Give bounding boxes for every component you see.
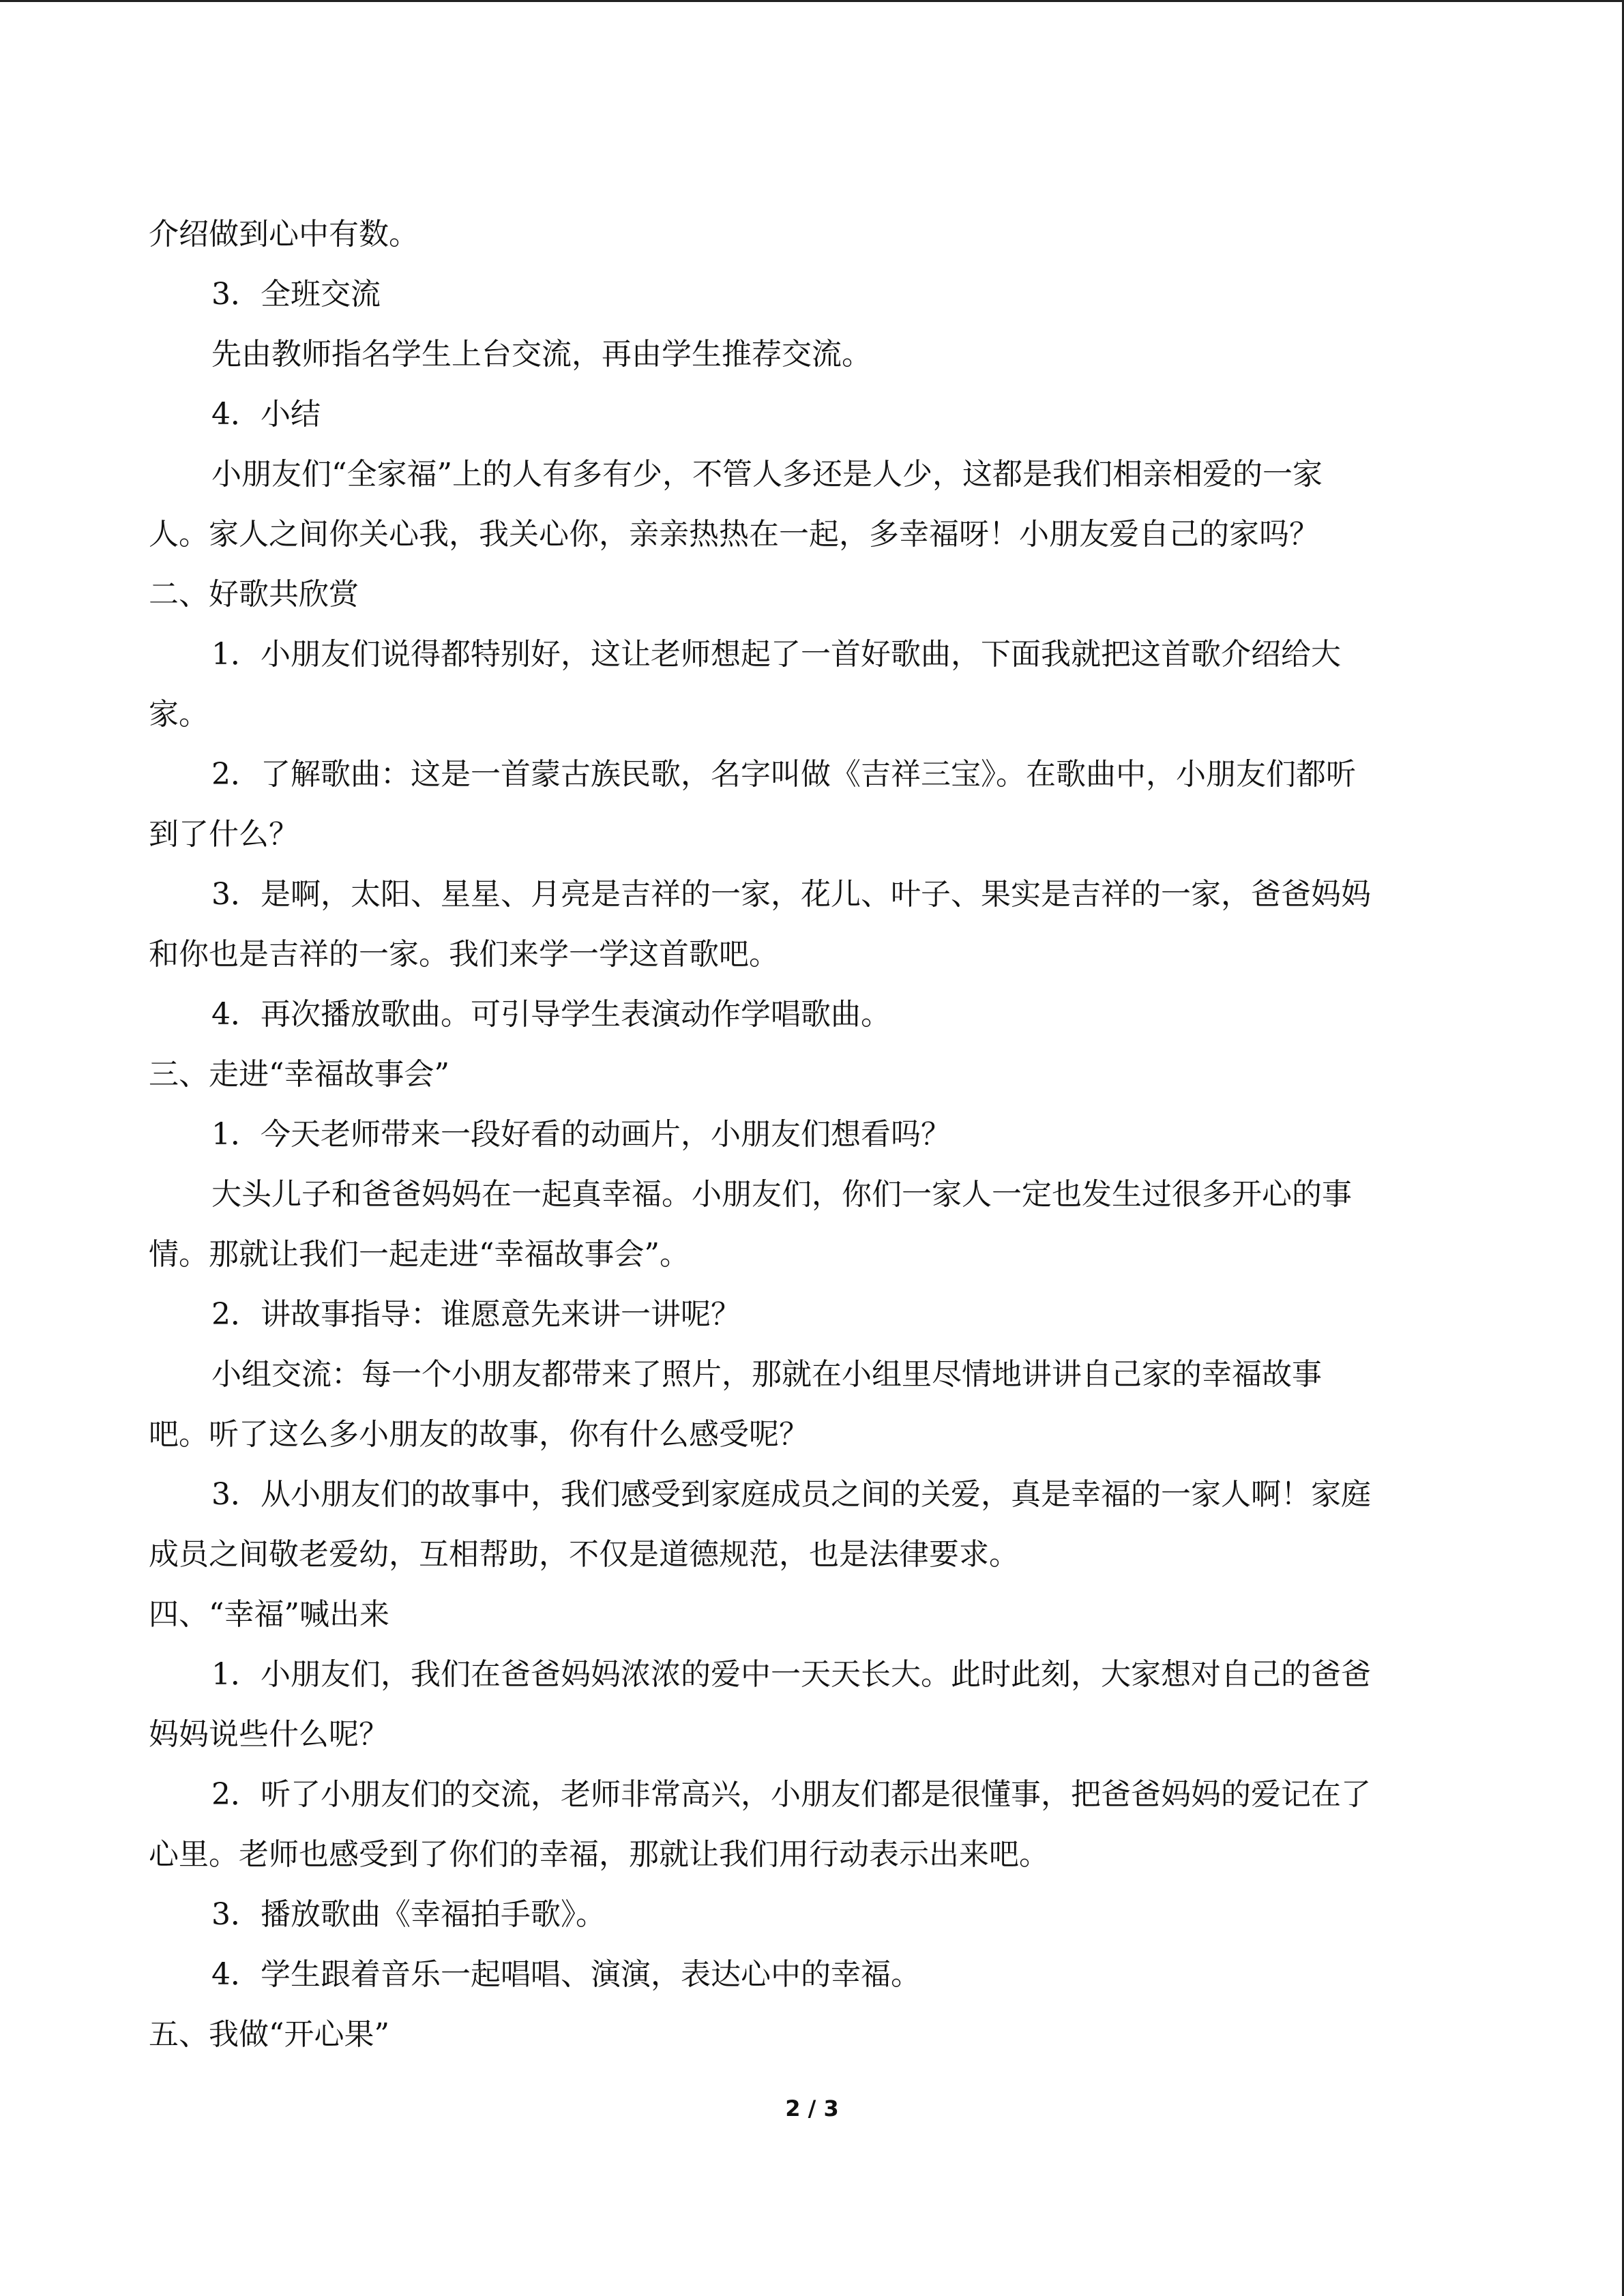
page-number: 2 / 3 bbox=[785, 2096, 839, 2121]
text-line: 1．今天老师带来一段好看的动画片，小朋友们想看吗？ bbox=[211, 1117, 951, 1152]
text-line: 3．从小朋友们的故事中，我们感受到家庭成员之间的关爱，真是幸福的一家人啊！家庭 bbox=[211, 1477, 1371, 1512]
text-line: 情。那就让我们一起走进“幸福故事会”。 bbox=[149, 1237, 690, 1272]
text-line: 1．小朋友们，我们在爸爸妈妈浓浓的爱中一天天长大。此时此刻，大家想对自己的爸爸 bbox=[211, 1657, 1371, 1692]
text-line: 3．全班交流 bbox=[211, 277, 381, 312]
text-line: 2．听了小朋友们的交流，老师非常高兴，小朋友们都是很懂事，把爸爸妈妈的爱记在了 bbox=[211, 1777, 1371, 1812]
text-line: 心里。老师也感受到了你们的幸福，那就让我们用行动表示出来吧。 bbox=[149, 1837, 1049, 1872]
text-line: 吧。听了这么多小朋友的故事，你有什么感受呢？ bbox=[149, 1417, 809, 1452]
text-line: 4．再次播放歌曲。可引导学生表演动作学唱歌曲。 bbox=[211, 997, 891, 1032]
text-line: 人。家人之间你关心我，我关心你，亲亲热热在一起，多幸福呀！小朋友爱自己的家吗？ bbox=[149, 517, 1319, 552]
document-body bbox=[149, 205, 1479, 2065]
text-line: 和你也是吉祥的一家。我们来学一学这首歌吧。 bbox=[149, 937, 779, 972]
text-line: 3．播放歌曲《幸福拍手歌》。 bbox=[211, 1897, 606, 1932]
text-line: 大头儿子和爸爸妈妈在一起真幸福。小朋友们，你们一家人一定也发生过很多开心的事 bbox=[211, 1177, 1352, 1212]
text-line: 4．学生跟着音乐一起唱唱、演演，表达心中的幸福。 bbox=[211, 1957, 921, 1992]
text-line: 到了什么？ bbox=[149, 817, 299, 852]
section-heading: 五、我做“开心果” bbox=[149, 2017, 389, 2052]
text-line: 4．小结 bbox=[211, 397, 321, 432]
text-line: 3．是啊，太阳、星星、月亮是吉祥的一家，花儿、叶子、果实是吉祥的一家，爸爸妈妈 bbox=[211, 877, 1371, 912]
text-line: 1．小朋友们说得都特别好，这让老师想起了一首好歌曲，下面我就把这首歌介绍给大 bbox=[211, 637, 1341, 672]
text-line: 介绍做到心中有数。 bbox=[149, 217, 419, 252]
section-heading: 二、好歌共欣赏 bbox=[149, 577, 359, 612]
text-line: 小朋友们“全家福”上的人有多有少，不管人多还是人少，这都是我们相亲相爱的一家 bbox=[211, 457, 1323, 492]
text-line: 2．了解歌曲：这是一首蒙古族民歌，名字叫做《吉祥三宝》。在歌曲中，小朋友们都听 bbox=[211, 757, 1356, 792]
text-line: 成员之间敬老爱幼，互相帮助，不仅是道德规范，也是法律要求。 bbox=[149, 1537, 1019, 1572]
text-line: 小组交流：每一个小朋友都带来了照片，那就在小组里尽情地讲讲自己家的幸福故事 bbox=[211, 1357, 1322, 1392]
text-line: 妈妈说些什么呢？ bbox=[149, 1717, 389, 1752]
text-line: 家。 bbox=[149, 697, 209, 732]
text-line: 2．讲故事指导：谁愿意先来讲一讲呢？ bbox=[211, 1297, 741, 1332]
text-line: 先由教师指名学生上台交流，再由学生推荐交流。 bbox=[211, 337, 872, 372]
section-heading: 四、“幸福”喊出来 bbox=[149, 1597, 389, 1632]
section-heading: 三、走进“幸福故事会” bbox=[149, 1057, 449, 1092]
